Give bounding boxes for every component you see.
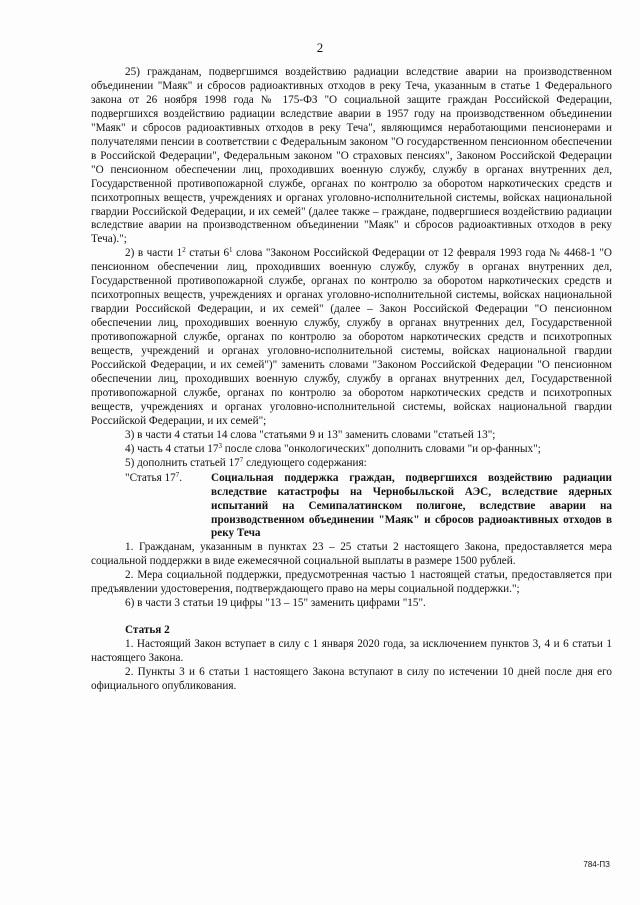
- article-17-7-header: [91, 472, 612, 542]
- paragraph-item-2: [91, 247, 612, 428]
- article-17-7-title: Социальная поддержка граждан, подвергшихся воздействию радиации вследствие катастрофы на Чернобыльской АЭС, вследствие ядерных испытаний на Семипалатинском полигоне, вследствие аварии на производственном объединении "Маяк" и сбросов радиоактивных отходов в реку Теча: [211, 471, 612, 540]
- article-2-part-1: 1. Настоящий Закон вступает в силу с 1 января 2020 года, за исключением пунктов 3, 4 и 6 статьи 1 настоящего Закона.: [91, 638, 612, 665]
- article-label-text: "Статья 17: [125, 471, 176, 484]
- superscript: 2: [182, 246, 186, 255]
- paragraph-item-4-text-b: после слова "онкологических" дополнить словами "и ор-фанных";: [221, 442, 541, 455]
- paragraph-item-2-text-c: слова "Законом Российской Федерации от 12 февраля 1993 года № 4468-1 "О пенсионном обеспечении лиц, проходивших военную службу, службу в органах внутренних дел, Государственной противопожарной службе, органах по контролю за оборотом наркотических средств и психотропных веществ, учреждениях и органах уголовно-исполнительной системы, войсках национальной гвардии Российской Федерации, и их семей" (далее – Закон Российской Федерации "О пенсионном обеспечении лиц, проходивших военную службу, службу в органах внутренних дел, Государственной противопожарной службе, органах по контролю за оборотом наркотических средств и психотропных веществ, учреждений и органах уголовно-исполнительной системы, войсках национальной гвардии Российской Федерации, и их семей")" заменить словами "Законом Российской Федерации "О пенсионном обеспечении лиц, проходивших военную службу, службу в органах внутренних дел, Государственной противопожарной службе, органах по контролю за оборотом наркотических средств и психотропных веществ, учреждениях и органах уголовно-исполнительной системы, войсках национальной гвардии Российской Федерации, и их семей";: [91, 247, 612, 427]
- article-17-7-label: [91, 472, 211, 542]
- superscript: 7: [175, 470, 180, 479]
- paragraph-item-4-text-a: 4) часть 4 статьи 17: [125, 442, 219, 455]
- article-label-dot: .: [179, 471, 183, 484]
- document-body: [91, 66, 612, 694]
- superscript: 7: [239, 455, 244, 464]
- page-number: 2: [316, 40, 324, 55]
- article-17-7-part-1: 1. Гражданам, указанным в пунктах 23 – 25 статьи 2 настоящего Закона, предоставляется мера социальной поддержки в виде ежемесячной социальной выплаты в размере 1500 рублей.: [91, 541, 612, 568]
- paragraph-item-2-text-a: 2) в части 1: [125, 247, 183, 260]
- paragraph-item-2-text-b: статьи 6: [185, 247, 230, 260]
- article-2-part-2: 2. Пункты 3 и 6 статьи 1 настоящего Закона вступают в силу по истечении 10 дней после дня его официального опубликования.: [91, 666, 612, 692]
- article-2-heading: Статья 2: [125, 624, 170, 637]
- spacer: [91, 611, 612, 624]
- superscript: 1: [229, 246, 233, 255]
- paragraph-item-3: 3) в части 4 статьи 14 слова "статьями 9 и 13" заменить словами "статьей 13";: [125, 428, 496, 441]
- paragraph-item-5: [91, 457, 612, 471]
- paragraph-item-5-text-a: 5) дополнить статьей 17: [125, 456, 240, 469]
- superscript: 3: [218, 441, 222, 450]
- paragraph-item-4: [91, 443, 612, 457]
- document-code: 784-ПЗ: [583, 860, 610, 869]
- paragraph-item-25: 25) гражданам, подвергшимся воздействию радиации вследствие аварии на производственном объединении "Маяк" и сбросов радиоактивных отходов в реку Теча, указанным в статье 1 Федерального закона от 26 ноября 1998 года № 175-ФЗ "О социальной защите граждан Российской Федерации, подвергшихся воздействию радиации вследствие аварии в 1957 году на производственном объединении "Маяк" и сбросов радиоактивных отходов в реку Теча", являющимся неработающими пенсионерами и получателями пенсии в соответствии с Федеральным законом "О государственном пенсионном обеспечении в Российской Федерации", Федеральным законом "О страховых пенсиях", Законом Российской Федерации "О пенсионном обеспечении лиц, проходивших военную службу, службу в органах внутренних дел, Государственной противопожарной службе, органах по контролю за оборотом наркотических средств и психотропных веществ, учреждениях и органах уголовно-исполнительной системы, войсках национальной гвардии Российской Федерации, и их семей" (далее также – граждане, подвергшиеся воздействию радиации вследствие аварии на производственном объединении "Маяк" и сбросов радиоактивных отходов в реку Теча).";: [91, 66, 612, 246]
- paragraph-item-5-text-b: следующего содержания:: [243, 456, 367, 469]
- paragraph-item-6: 6) в части 3 статьи 19 цифры "13 – 15" заменить цифрами "15".: [125, 597, 426, 610]
- article-17-7-part-2: 2. Мера социальной поддержки, предусмотренная частью 1 настоящей статьи, предоставляется при предъявлении удостоверения, подтверждающего право на меры социальной поддержки.";: [91, 569, 612, 596]
